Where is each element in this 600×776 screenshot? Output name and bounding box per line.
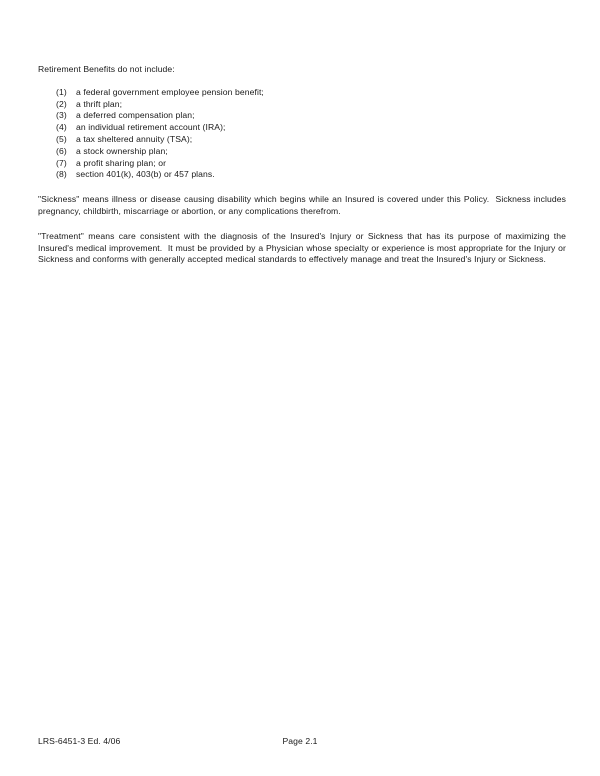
list-item-marker: (2) bbox=[56, 98, 67, 109]
list-item-marker: (7) bbox=[56, 157, 67, 168]
list-item-label: section 401(k), 403(b) or 457 plans. bbox=[76, 169, 215, 180]
list-item-marker: (5) bbox=[56, 133, 67, 144]
list-item bbox=[38, 122, 566, 134]
list-item bbox=[38, 110, 566, 122]
list-item-label: a deferred compensation plan; bbox=[76, 110, 195, 121]
list-item-marker: (1) bbox=[56, 86, 67, 97]
list-item-marker: (8) bbox=[56, 169, 67, 180]
page-footer bbox=[38, 735, 566, 749]
intro-line: Retirement Benefits do not include: bbox=[38, 64, 175, 74]
list-item-label: an individual retirement account (IRA); bbox=[76, 122, 226, 133]
list-item-marker: (4) bbox=[56, 122, 67, 133]
footer-page-number: Page 2.1 bbox=[282, 736, 318, 746]
list-item-label: a tax sheltered annuity (TSA); bbox=[76, 133, 193, 144]
list-item-label: a stock ownership plan; bbox=[76, 145, 168, 156]
list-item bbox=[38, 134, 566, 146]
list-item-label: a federal government employee pension benefit; bbox=[76, 86, 264, 97]
list-item bbox=[38, 169, 566, 181]
exclusions-list bbox=[38, 87, 566, 181]
list-item bbox=[38, 99, 566, 111]
list-item-label: a thrift plan; bbox=[76, 98, 123, 109]
list-item bbox=[38, 146, 566, 158]
list-item bbox=[38, 87, 566, 99]
list-item-label: a profit sharing plan; or bbox=[76, 157, 167, 168]
definition-sickness: "Sickness" means illness or disease causing disability which begins while an Insured is covered under this Policy. Sickness includes pregnancy, childbirth, miscarriage or abortion, or any complications therefrom. bbox=[38, 194, 569, 216]
list-item-marker: (6) bbox=[56, 145, 67, 156]
definition-treatment: "Treatment" means care consistent with the diagnosis of the Insured's Injury or Sickness that has its purpose of maximizing the Insured's medical improvement. It must be provided by a Physician whose specialty or experience is most appropriate for the Injury or Sickness and conforms with generally accepted medical standards to effectively manage and treat the Insured's Injury or Sickness. bbox=[38, 230, 569, 265]
footer-form-number: LRS-6451-3 Ed. 4/06 bbox=[38, 736, 121, 746]
document-body bbox=[38, 64, 569, 266]
list-item-marker: (3) bbox=[56, 110, 67, 121]
list-item bbox=[38, 158, 566, 170]
